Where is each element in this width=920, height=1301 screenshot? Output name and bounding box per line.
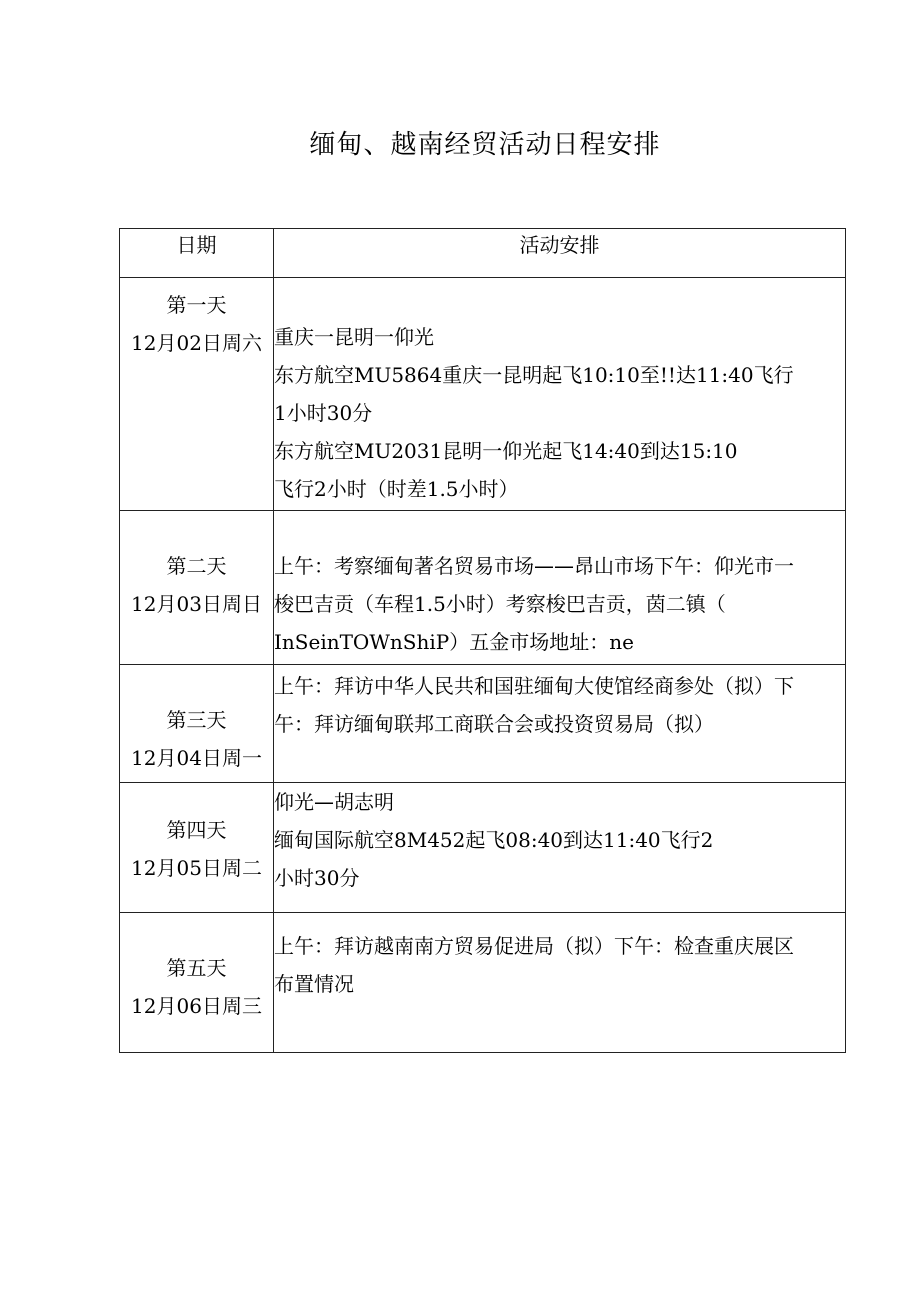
activity-line: 东方航空MU5864重庆一昆明起飞10:10至!!达11:40飞行	[274, 363, 794, 387]
activity-cell	[274, 783, 846, 913]
activity-cell	[274, 511, 846, 665]
date-cell	[120, 783, 274, 913]
activity-line: 仰光—胡志明	[274, 790, 394, 814]
activity-line: 上午：考察缅甸著名贸易市场——昂山市场下午：仰光市一	[274, 554, 794, 578]
activity-cell	[274, 913, 846, 1053]
activity-line: 上午：拜访中华人民共和国驻缅甸大使馆经商参处（拟）下	[274, 674, 794, 698]
activity-line: 飞行2小时（时差1.5小时）	[274, 477, 519, 501]
day-label: 第二天	[166, 554, 227, 578]
table-row	[120, 665, 846, 783]
date-cell	[120, 665, 274, 783]
activity-line: 东方航空MU2031昆明一仰光起飞14:40到达15:10	[274, 439, 738, 463]
activity-cell	[274, 278, 846, 511]
table-row	[120, 913, 846, 1053]
activity-line: 上午：拜访越南南方贸易促进局（拟）下午：检查重庆展区	[274, 934, 794, 958]
activity-line: 梭巴吉贡（车程1.5小时）考察梭巴吉贡，茵二镇（	[274, 592, 726, 616]
table-row	[120, 511, 846, 665]
activity-line: 重庆一昆明一仰光	[274, 325, 434, 349]
table-row	[120, 783, 846, 913]
date-label: 12月02日周六	[131, 331, 262, 355]
date-label: 12月04日周一	[131, 746, 262, 770]
day-label: 第四天	[166, 818, 227, 842]
date-label: 12月05日周二	[131, 856, 262, 880]
date-label: 12月03日周日	[131, 592, 262, 616]
schedule-table	[119, 228, 846, 1053]
table-row	[120, 278, 846, 511]
date-label: 12月06日周三	[131, 994, 262, 1018]
activity-line: 小时30分	[274, 866, 360, 890]
activity-line: 1小时30分	[274, 401, 373, 425]
day-label: 第三天	[166, 708, 227, 732]
date-cell	[120, 511, 274, 665]
activity-line: InSeinTOWnShiP）五金市场地址：ne	[274, 630, 634, 654]
date-cell	[120, 913, 274, 1053]
header-activity: 活动安排	[274, 229, 846, 278]
activity-line: 缅甸国际航空8M452起飞08:40到达11:40飞行2	[274, 828, 714, 852]
date-cell	[120, 278, 274, 511]
table-header-row	[120, 229, 846, 278]
activity-line: 布置情况	[274, 972, 354, 996]
day-label: 第五天	[166, 956, 227, 980]
activity-cell	[274, 665, 846, 783]
activity-line: 午：拜访缅甸联邦工商联合会或投资贸易局（拟）	[274, 712, 714, 736]
day-label: 第一天	[166, 293, 227, 317]
document-title: 缅甸、越南经贸活动日程安排	[309, 130, 661, 160]
header-date: 日期	[120, 229, 274, 278]
